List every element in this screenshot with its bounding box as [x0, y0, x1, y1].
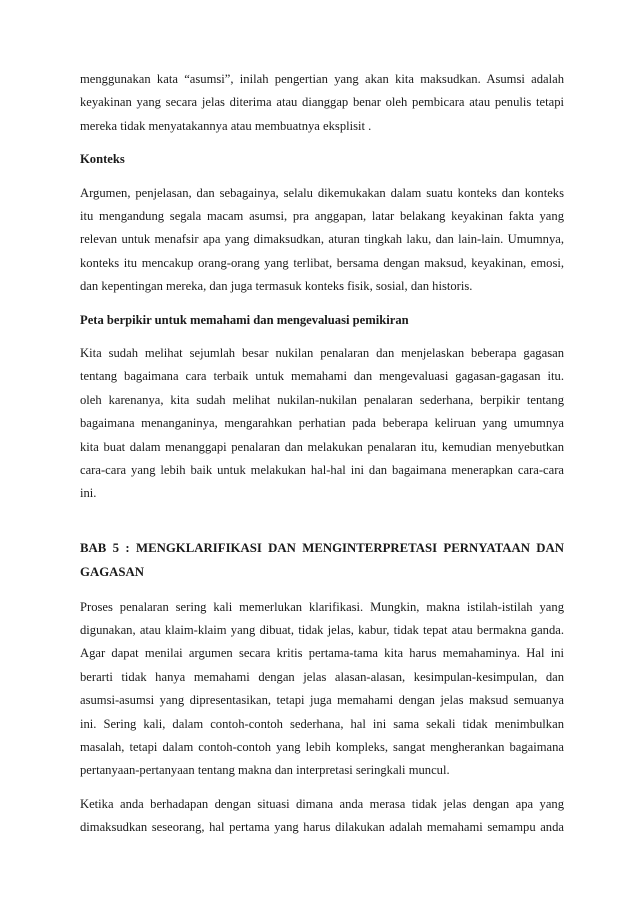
text-line: bagaimana menanganinya, mengarahkan perhatian pada beberapa keliruan yang umumnya [80, 416, 564, 431]
text-line: Argumen, penjelasan, dan sebagainya, selalu dikemukakan dalam suatu konteks dan konteks [80, 185, 564, 200]
chapter-title-line: BAB 5 : MENGKLARIFIKASI DAN MENGINTERPRETASI PERNYATAAN DAN [80, 540, 564, 555]
text-line: digunakan, atau klaim-klaim yang dibuat, tidak jelas, kabur, tidak tepat atau bermakna ganda. [80, 623, 564, 638]
text-line: mereka tidak menyatakannya atau membuatnya eksplisit . [80, 118, 372, 133]
text-line: dan kepentingan mereka, dan juga termasuk konteks fisik, sosial, dan historis. [80, 279, 473, 294]
chapter-title [80, 536, 564, 584]
heading-peta-berpikir: Peta berpikir untuk memahami dan mengevaluasi pemikiran [80, 312, 409, 327]
text-line: Ketika anda berhadapan dengan situasi dimana anda merasa tidak jelas dengan apa yang [80, 796, 564, 811]
text-line: relevan untuk menafsir apa yang dimaksudkan, aturan tingkah laku, dan lain-lain. Umumnya, [80, 232, 564, 247]
paragraph-peta-berpikir [80, 342, 564, 506]
text-line: Agar dapat menilai argumen secara kritis pertama-tama kita harus memahaminya. Hal ini [80, 646, 564, 661]
paragraph-konteks [80, 182, 564, 299]
text-line: masalah, tetapi dalam contoh-contoh yang lebih kompleks, sangat mengherankan bagaimana [80, 740, 564, 755]
text-line: konteks itu mencakup orang-orang yang terlibat, bersama dengan maksud, keyakinan, emosi, [80, 255, 564, 270]
text-line: asumsi-asumsi yang dipresentasikan, tetapi juga memahami dengan jelas maksud semuanya [80, 693, 564, 708]
text-line: ini. Sering kali, dalam contoh-contoh sederhana, hal ini sama sekali tidak menimbulkan [80, 716, 564, 731]
text-line: menggunakan kata “asumsi”, inilah pengertian yang akan kita maksudkan. Asumsi adalah [80, 72, 564, 86]
text-line: oleh karenanya, kita sudah melihat nukilan-nukilan penalaran sederhana, berpikir tentang [80, 392, 564, 407]
paragraph-asumsi [80, 68, 564, 138]
text-line: tentang bagaimana cara terbaik untuk memahami dan mengevaluasi gagasan-gagasan itu. [80, 369, 564, 384]
text-line: pertanyaan-pertanyaan tentang makna dan interpretasi seringkali muncul. [80, 763, 450, 778]
text-line: itu mengandung segala macam asumsi, pra anggapan, latar belakang keyakinan fakta yang [80, 208, 564, 223]
paragraph-klarifikasi [80, 596, 564, 783]
text-line: keyakinan yang secara jelas diterima atau dianggap benar oleh pembicara atau penulis tetapi [80, 95, 564, 110]
text-line: dimaksudkan seseorang, hal pertama yang harus dilakukan adalah memahami semampu anda [80, 820, 564, 835]
chapter-title-line: GAGASAN [80, 564, 144, 579]
heading-konteks: Konteks [80, 152, 125, 167]
text-line: Proses penalaran sering kali memerlukan klarifikasi. Mungkin, makna istilah-istilah yang [80, 599, 564, 614]
text-line: ini. [80, 486, 97, 501]
text-line: berarti tidak hanya memahami dengan jelas alasan-alasan, kesimpulan-kesimpulan, dan [80, 669, 564, 684]
paragraph-ketika [80, 793, 564, 840]
text-line: kita buat dalam menanggapi penalaran dan melakukan penalaran itu, kemudian menyebutkan [80, 439, 564, 454]
document-body [80, 68, 564, 850]
text-line: Kita sudah melihat sejumlah besar nukilan penalaran dan menjelaskan beberapa gagasan [80, 345, 564, 360]
text-line: cara-cara yang lebih baik untuk melakukan hal-hal ini dan bagaimana menerapkan cara-cara [80, 462, 564, 477]
